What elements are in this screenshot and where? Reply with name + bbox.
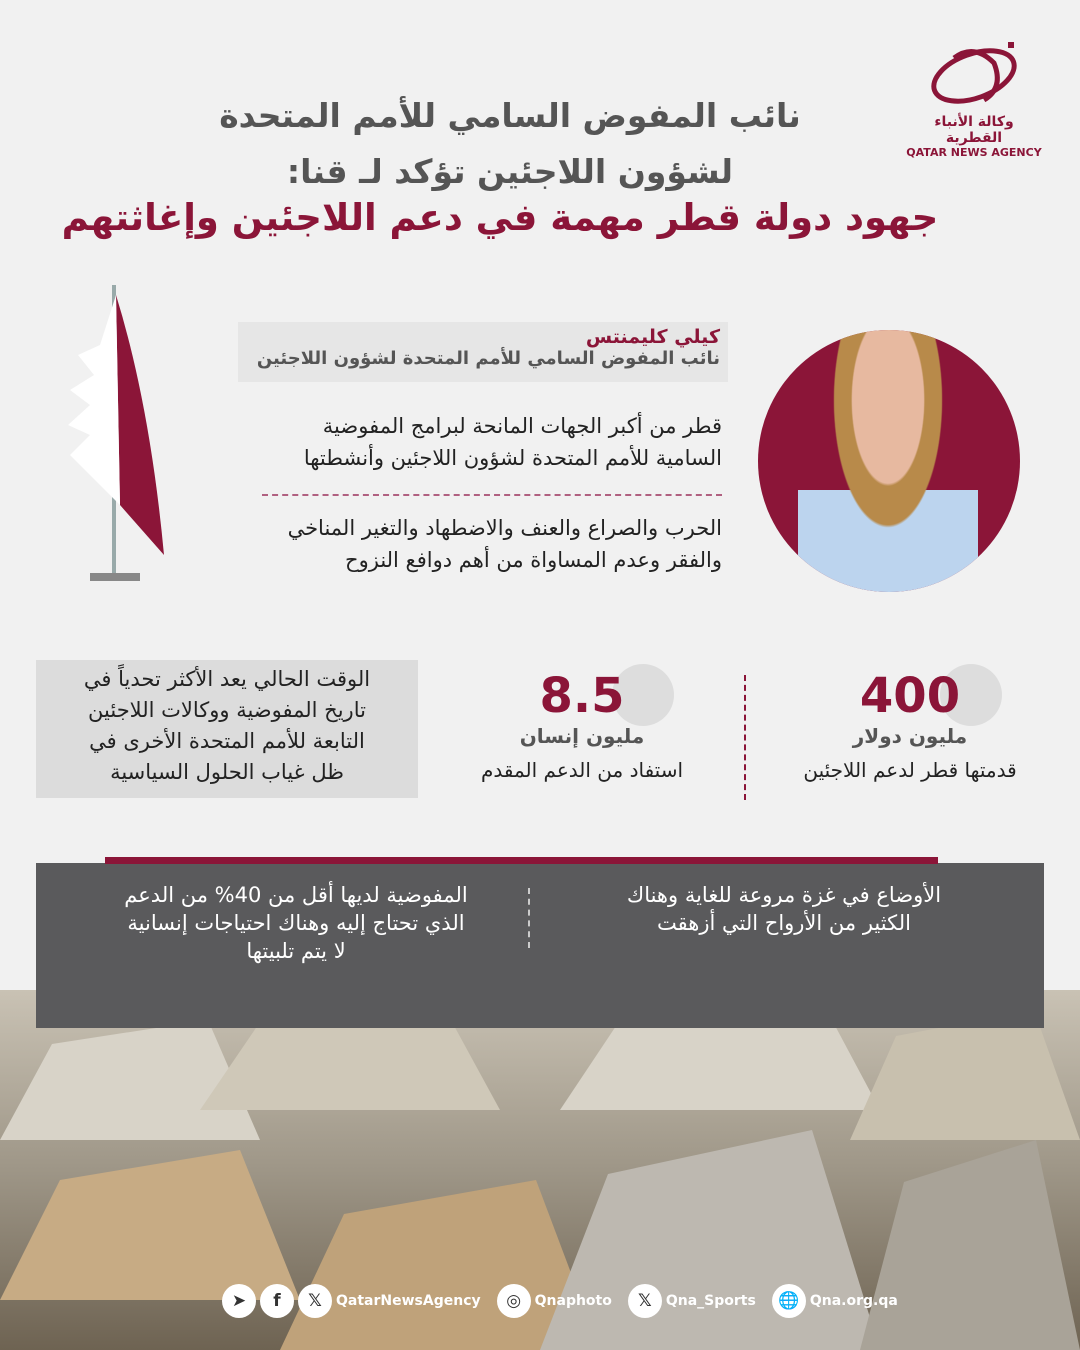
box-line: التابعة للأمم المتحدة الأخرى في xyxy=(89,729,365,753)
stat-number: 400 xyxy=(780,668,1040,724)
panel-line: الذي تحتاج إليه وهناك احتياجات إنسانية xyxy=(127,911,465,935)
header-subtitle xyxy=(150,88,870,200)
qna-logo xyxy=(904,38,1044,159)
panel-line: لا يتم تلبيتها xyxy=(246,939,346,963)
facebook-icon[interactable]: f xyxy=(260,1284,294,1318)
funding-text xyxy=(76,881,516,965)
instagram-icon[interactable]: ◎ xyxy=(497,1284,531,1318)
quote-line: والفقر وعدم المساواة من أهم دوافع النزوح xyxy=(345,548,722,572)
social-handle-sports[interactable]: Qna_Sports xyxy=(665,1293,756,1309)
qatar-flag-icon xyxy=(60,285,170,585)
divider xyxy=(744,675,746,800)
stat-unit: مليون إنسان xyxy=(519,724,645,748)
stat-number: 8.5 xyxy=(452,668,712,724)
quote-1 xyxy=(240,410,722,474)
logo-en: QATAR NEWS AGENCY xyxy=(906,146,1042,159)
quote-line: السامية للأمم المتحدة لشؤون اللاجئين وأنشطتها xyxy=(303,446,722,470)
stat-desc: قدمتها قطر لدعم اللاجئين xyxy=(803,758,1017,782)
qna-emblem-icon xyxy=(924,38,1024,110)
panel-line: المفوضية لديها أقل من 40% من الدعم xyxy=(124,883,468,907)
header-line2: لشؤون اللاجئين تؤكد لـ قنا: xyxy=(286,152,734,191)
box-line: الوقت الحالي يعد الأكثر تحدياً في xyxy=(83,667,371,691)
gaza-text xyxy=(574,881,994,937)
stat-beneficiaries xyxy=(452,668,712,782)
gaza-panel xyxy=(36,863,1044,1028)
divider xyxy=(528,888,530,948)
quote-line: قطر من أكبر الجهات المانحة لبرامج المفوضية xyxy=(322,414,722,438)
speaker-photo xyxy=(758,330,1020,592)
box-line: تاريخ المفوضية ووكالات اللاجئين xyxy=(88,698,366,722)
speaker-box xyxy=(238,322,728,382)
speaker-name: كيلي كليمنتس xyxy=(585,326,720,348)
stat-unit: مليون دولار xyxy=(852,724,968,748)
website-link[interactable]: Qna.org.qa xyxy=(809,1293,898,1309)
box-line: ظل غياب الحلول السياسية xyxy=(110,760,344,784)
social-handle-instagram[interactable]: Qnaphoto xyxy=(534,1293,612,1309)
stat-desc: استفاد من الدعم المقدم xyxy=(480,758,684,782)
speaker-title: نائب المفوض السامي للأمم المتحدة لشؤون اللاجئين xyxy=(256,348,720,369)
x-icon[interactable]: 𝕏 xyxy=(628,1284,662,1318)
social-handle-main[interactable]: QatarNewsAgency xyxy=(336,1293,481,1309)
accent-bar xyxy=(105,857,938,864)
quote-line: الحرب والصراع والعنف والاضطهاد والتغير المناخي xyxy=(287,516,722,540)
panel-line: الكثير من الأرواح التي أزهقت xyxy=(657,911,911,935)
quote-2 xyxy=(240,512,722,576)
x-icon[interactable]: 𝕏 xyxy=(298,1284,332,1318)
stat-donation xyxy=(780,668,1040,782)
logo-ar: وكالة الأنباء القطرية xyxy=(934,114,1014,146)
panel-line: الأوضاع في غزة مروعة للغاية وهناك xyxy=(626,883,942,907)
divider xyxy=(262,494,722,496)
challenge-box xyxy=(36,660,418,798)
social-footer xyxy=(222,1284,898,1318)
header-line1: نائب المفوض السامي للأمم المتحدة xyxy=(219,96,801,135)
globe-icon[interactable]: 🌐 xyxy=(772,1284,806,1318)
headline: جهود دولة قطر مهمة في دعم اللاجئين وإغاثتهم xyxy=(61,196,939,239)
telegram-icon[interactable]: ➤ xyxy=(222,1284,256,1318)
